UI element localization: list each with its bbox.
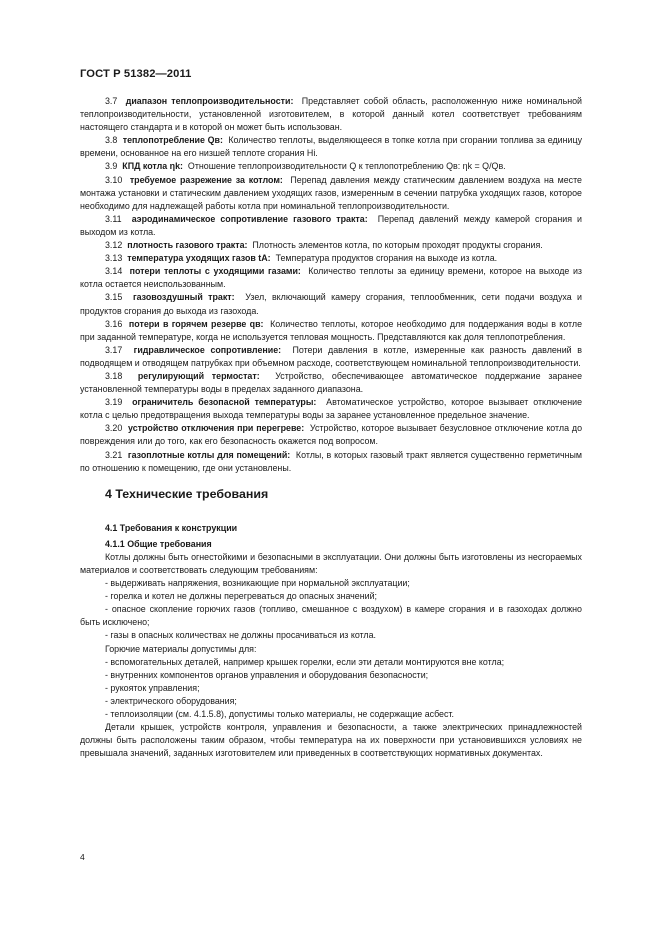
definition-term: плотность газового тракта:: [127, 240, 248, 251]
definition-term: гидравлическое сопротивление:: [133, 344, 282, 355]
definition-item: [80, 252, 582, 265]
combustible-list: [80, 656, 582, 721]
requirement-item: - выдерживать напряжения, возникающие при нормальной эксплуатации;: [105, 578, 410, 589]
definition-item: [80, 160, 582, 173]
definition-item: [80, 344, 582, 370]
definition-item: [80, 134, 582, 160]
definition-number: 3.11: [105, 213, 122, 224]
definition-term: потери теплоты с уходящими газами:: [129, 266, 301, 277]
combustible-intro: Горючие материалы допустимы для:: [105, 643, 257, 654]
definition-number: 3.15: [105, 292, 123, 303]
subsection-title: 4.1 Требования к конструкции: [105, 522, 238, 533]
definition-item: [80, 422, 582, 448]
definition-number: 3.7: [105, 96, 118, 106]
combustible-item: - теплоизоляции (см. 4.1.5.8), допустимы только материалы, не содержащие асбест.: [105, 709, 454, 720]
definition-item: [80, 291, 582, 317]
definition-term: устройство отключения при перегреве:: [128, 423, 305, 434]
definition-text: Температура продуктов сгорания на выходе из котла.: [275, 253, 498, 264]
definition-item: [80, 174, 582, 213]
definition-item: [80, 370, 582, 396]
definition-item: [80, 318, 582, 344]
requirement-item: - горелка и котел не должны перегреваться до опасных значений;: [105, 591, 378, 602]
definition-term: теплопотребление Qв:: [122, 135, 223, 146]
requirements-list: [80, 577, 582, 642]
definition-term: газовоздушный тракт:: [132, 292, 235, 303]
definition-text: Узел, включающий камеру сгорания, теплообменник, сети подачи воздуха и продуктов сгорания до выхода из газохода.: [80, 292, 582, 316]
definition-number: 3.18: [105, 370, 123, 381]
definition-item: [80, 213, 582, 239]
definition-number: 3.10: [105, 174, 123, 185]
definition-number: 3.16: [105, 318, 123, 329]
definition-term: аэродинамическое сопротивление газового тракта:: [131, 213, 368, 224]
definition-text: Потери давления в котле, измеренные как разность давлений в подводящем и отводящем патрубках при объемном расходе, соответствующем номинальной теплопроизводительности.: [80, 344, 583, 368]
requirement-item: - газы в опасных количествах не должны просачиваться из котла.: [105, 630, 377, 641]
standard-header: ГОСТ Р 51382—2011: [80, 68, 192, 80]
definition-term: регулирующий термостат:: [137, 370, 260, 381]
definition-number: 3.12: [105, 240, 123, 251]
definition-text: Автоматическое устройство, которое вызывает отключение котла с целью предотвращения выхода температуры воды за заранее установленное предельное значение.: [80, 397, 583, 421]
definition-number: 3.20: [105, 423, 123, 434]
section-title: 4 Технические требования: [105, 486, 269, 501]
requirement-item: - опасное скопление горючих газов (топливо, смешанное с воздухом) в камере сгорания и в газоходах должно быть исключено;: [80, 604, 582, 628]
definition-text: Перепад давлений между камерой сгорания и выходом из котла.: [80, 213, 583, 237]
definition-item: [80, 396, 582, 422]
definition-term: газоплотные котлы для помещений:: [127, 449, 291, 460]
definition-term: ограничитель безопасной температуры:: [132, 397, 317, 408]
combustible-item: - внутренних компонентов органов управления и оборудования безопасности;: [105, 669, 429, 680]
definition-text: Количество теплоты за единицу времени, которое на выходе из котла остается неиспользованным.: [80, 266, 582, 290]
definition-number: 3.21: [105, 449, 123, 460]
definition-term: КПД котла ηk:: [122, 161, 183, 172]
definition-text: Устройство, обеспечивающее автоматическое поддержание заранее установленной температуры воды в пределах заданного диапазона.: [80, 370, 582, 395]
definition-text: Количество теплоты, выделяющееся в топке котла при сгорании топлива за единицу времени, основанное на его низшей теплоте сгорания Hi.: [80, 135, 583, 159]
definition-text: Количество теплоты, которое необходимо для поддержания воды в котле при заданной температуре, когда не используется тепловая мощность. Представляются как доля теплопотребления.: [80, 318, 583, 342]
definition-text: Перепад давления между статическим давлением воздуха на месте монтажа установки и статическим давлением уходящих газов, измеренным в сечении патрубка уходящих газов, которое необходимо для надлежащей работы котла при номинальной теплопроизводительности.: [80, 174, 582, 211]
closing-paragraph: Детали крышек, устройств контроля, управления и безопасности, а также электрических принадлежностей должны быть расположены таким образом, чтобы температура на их поверхности при установившихся условиях не превышала значений, заданных изготовителем или приведенных в соответствующих нормативных документах.: [80, 722, 582, 759]
definition-number: 3.17: [105, 344, 123, 355]
definition-term: диапазон теплопроизводительности:: [125, 96, 294, 106]
definition-item: [80, 239, 582, 252]
combustible-item: - рукояток управления;: [105, 682, 200, 693]
combustible-item: - вспомогательных деталей, например крышек горелки, если эти детали монтируются вне котла;: [105, 656, 505, 667]
definition-item: [80, 265, 582, 291]
definition-term: температура уходящих газов tA:: [127, 253, 271, 264]
definition-text: Отношение теплопроизводительности Q к теплопотреблению Qв: ηk = Q/Qв.: [187, 161, 506, 172]
definition-item: [80, 449, 582, 475]
definition-text: Представляет собой область, расположенную ниже номинальной теплопроизводительности, установленной изготовителем, в которой данный котел соответствует требованиям настоящего стандарта и в которой он может быть использован.: [80, 96, 582, 133]
definition-number: 3.14: [105, 266, 123, 277]
definition-text: Плотность элементов котла, по которым проходят продукты сгорания.: [252, 240, 543, 251]
definition-number: 3.13: [105, 253, 123, 264]
definition-number: 3.9: [105, 161, 118, 172]
subsubsection-title: 4.1.1 Общие требования: [105, 538, 212, 549]
definition-term: потери в горячем резерве qв:: [128, 318, 264, 329]
page-content: [80, 95, 582, 760]
page-number: 4: [80, 852, 85, 862]
requirements-intro: Котлы должны быть огнестойкими и безопасными в эксплуатации. Они должны быть изготовлены из несгораемых материалов и соответствовать следующим требованиям:: [80, 551, 582, 575]
definition-text: Котлы, в которых газовый тракт является существенно герметичным по отношению к помещению, где они установлены.: [80, 449, 582, 473]
definition-number: 3.8: [105, 135, 118, 146]
combustible-item: - электрического оборудования;: [105, 695, 237, 706]
definition-term: требуемое разрежение за котлом:: [129, 174, 283, 185]
definition-number: 3.19: [105, 397, 123, 408]
definitions-list: [80, 95, 582, 475]
definition-item: [80, 95, 582, 134]
definition-text: Устройство, которое вызывает безусловное отключение котла до повреждения или до того, как его безопасность окажется под вопросом.: [80, 423, 583, 447]
